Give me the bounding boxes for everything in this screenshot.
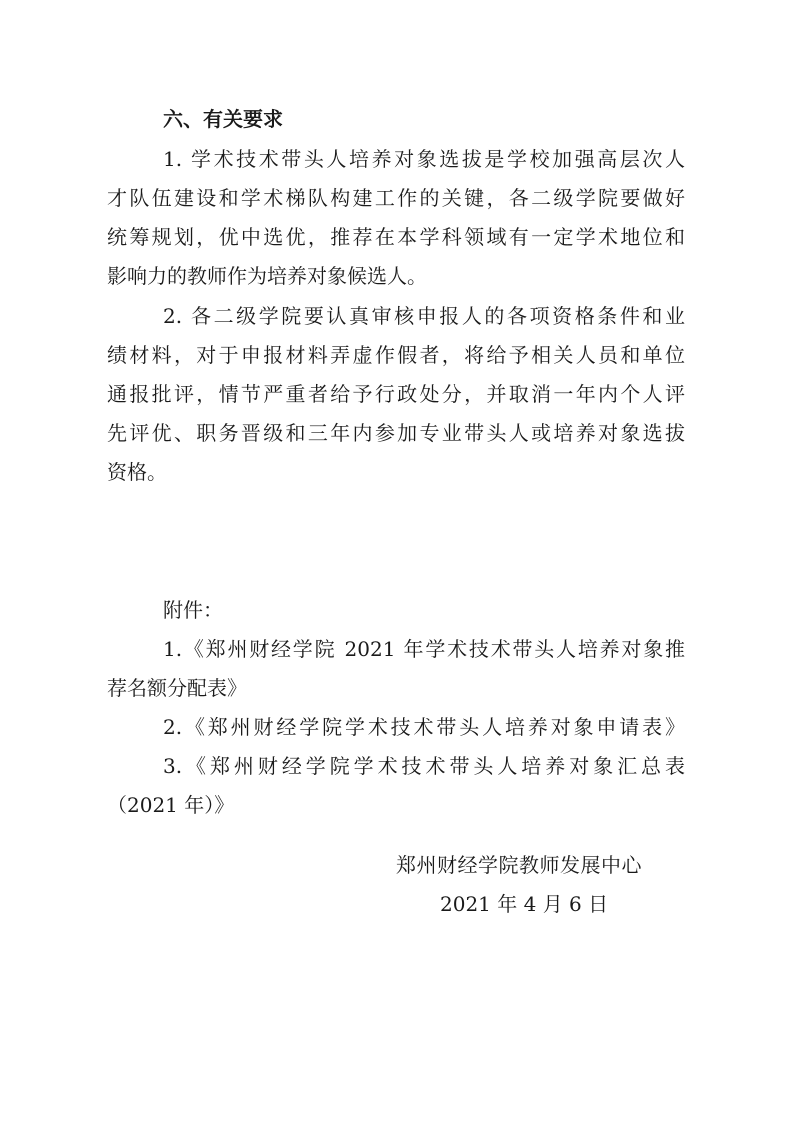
signature-organization: 郑州财经学院教师发展中心 [396,853,642,877]
paragraph-line: 才队伍建设和学术梯队构建工作的关键，各二级学院要做好 [107,186,685,210]
attachment-line: 荐名额分配表》 [107,676,247,700]
attachments-label: 附件： [163,598,223,622]
paragraph-line: 通报批评，情节严重者给予行政处分，并取消一年内个人评 [107,382,685,406]
attachment-line: 3.《郑州财经学院学术技术带头人培养对象汇总表 [163,754,685,778]
attachment-line: （2021 年）》 [107,793,235,817]
paragraph-line: 先评优、职务晋级和三年内参加专业带头人或培养对象选拔 [107,421,685,445]
paragraph-line: 影响力的教师作为培养对象候选人。 [107,264,427,288]
paragraph-line: 1. 学术技术带头人培养对象选拔是学校加强高层次人 [163,147,685,171]
paragraph-line: 统筹规划，优中选优，推荐在本学科领域有一定学术地位和 [107,225,685,249]
paragraph-line: 资格。 [107,460,167,484]
paragraph-line: 2. 各二级学院要认真审核申报人的各项资格条件和业 [163,304,685,328]
attachment-line: 1.《郑州财经学院 2021 年学术技术带头人培养对象推 [163,637,685,661]
signature-date: 2021 年 4 月 6 日 [440,892,609,916]
section-heading: 六、有关要求 [163,107,283,131]
attachment-item-2: 2.《郑州财经学院学术技术带头人培养对象申请表》 [163,715,685,739]
paragraph-line: 绩材料，对于申报材料弄虚作假者，将给予相关人员和单位 [107,343,685,367]
